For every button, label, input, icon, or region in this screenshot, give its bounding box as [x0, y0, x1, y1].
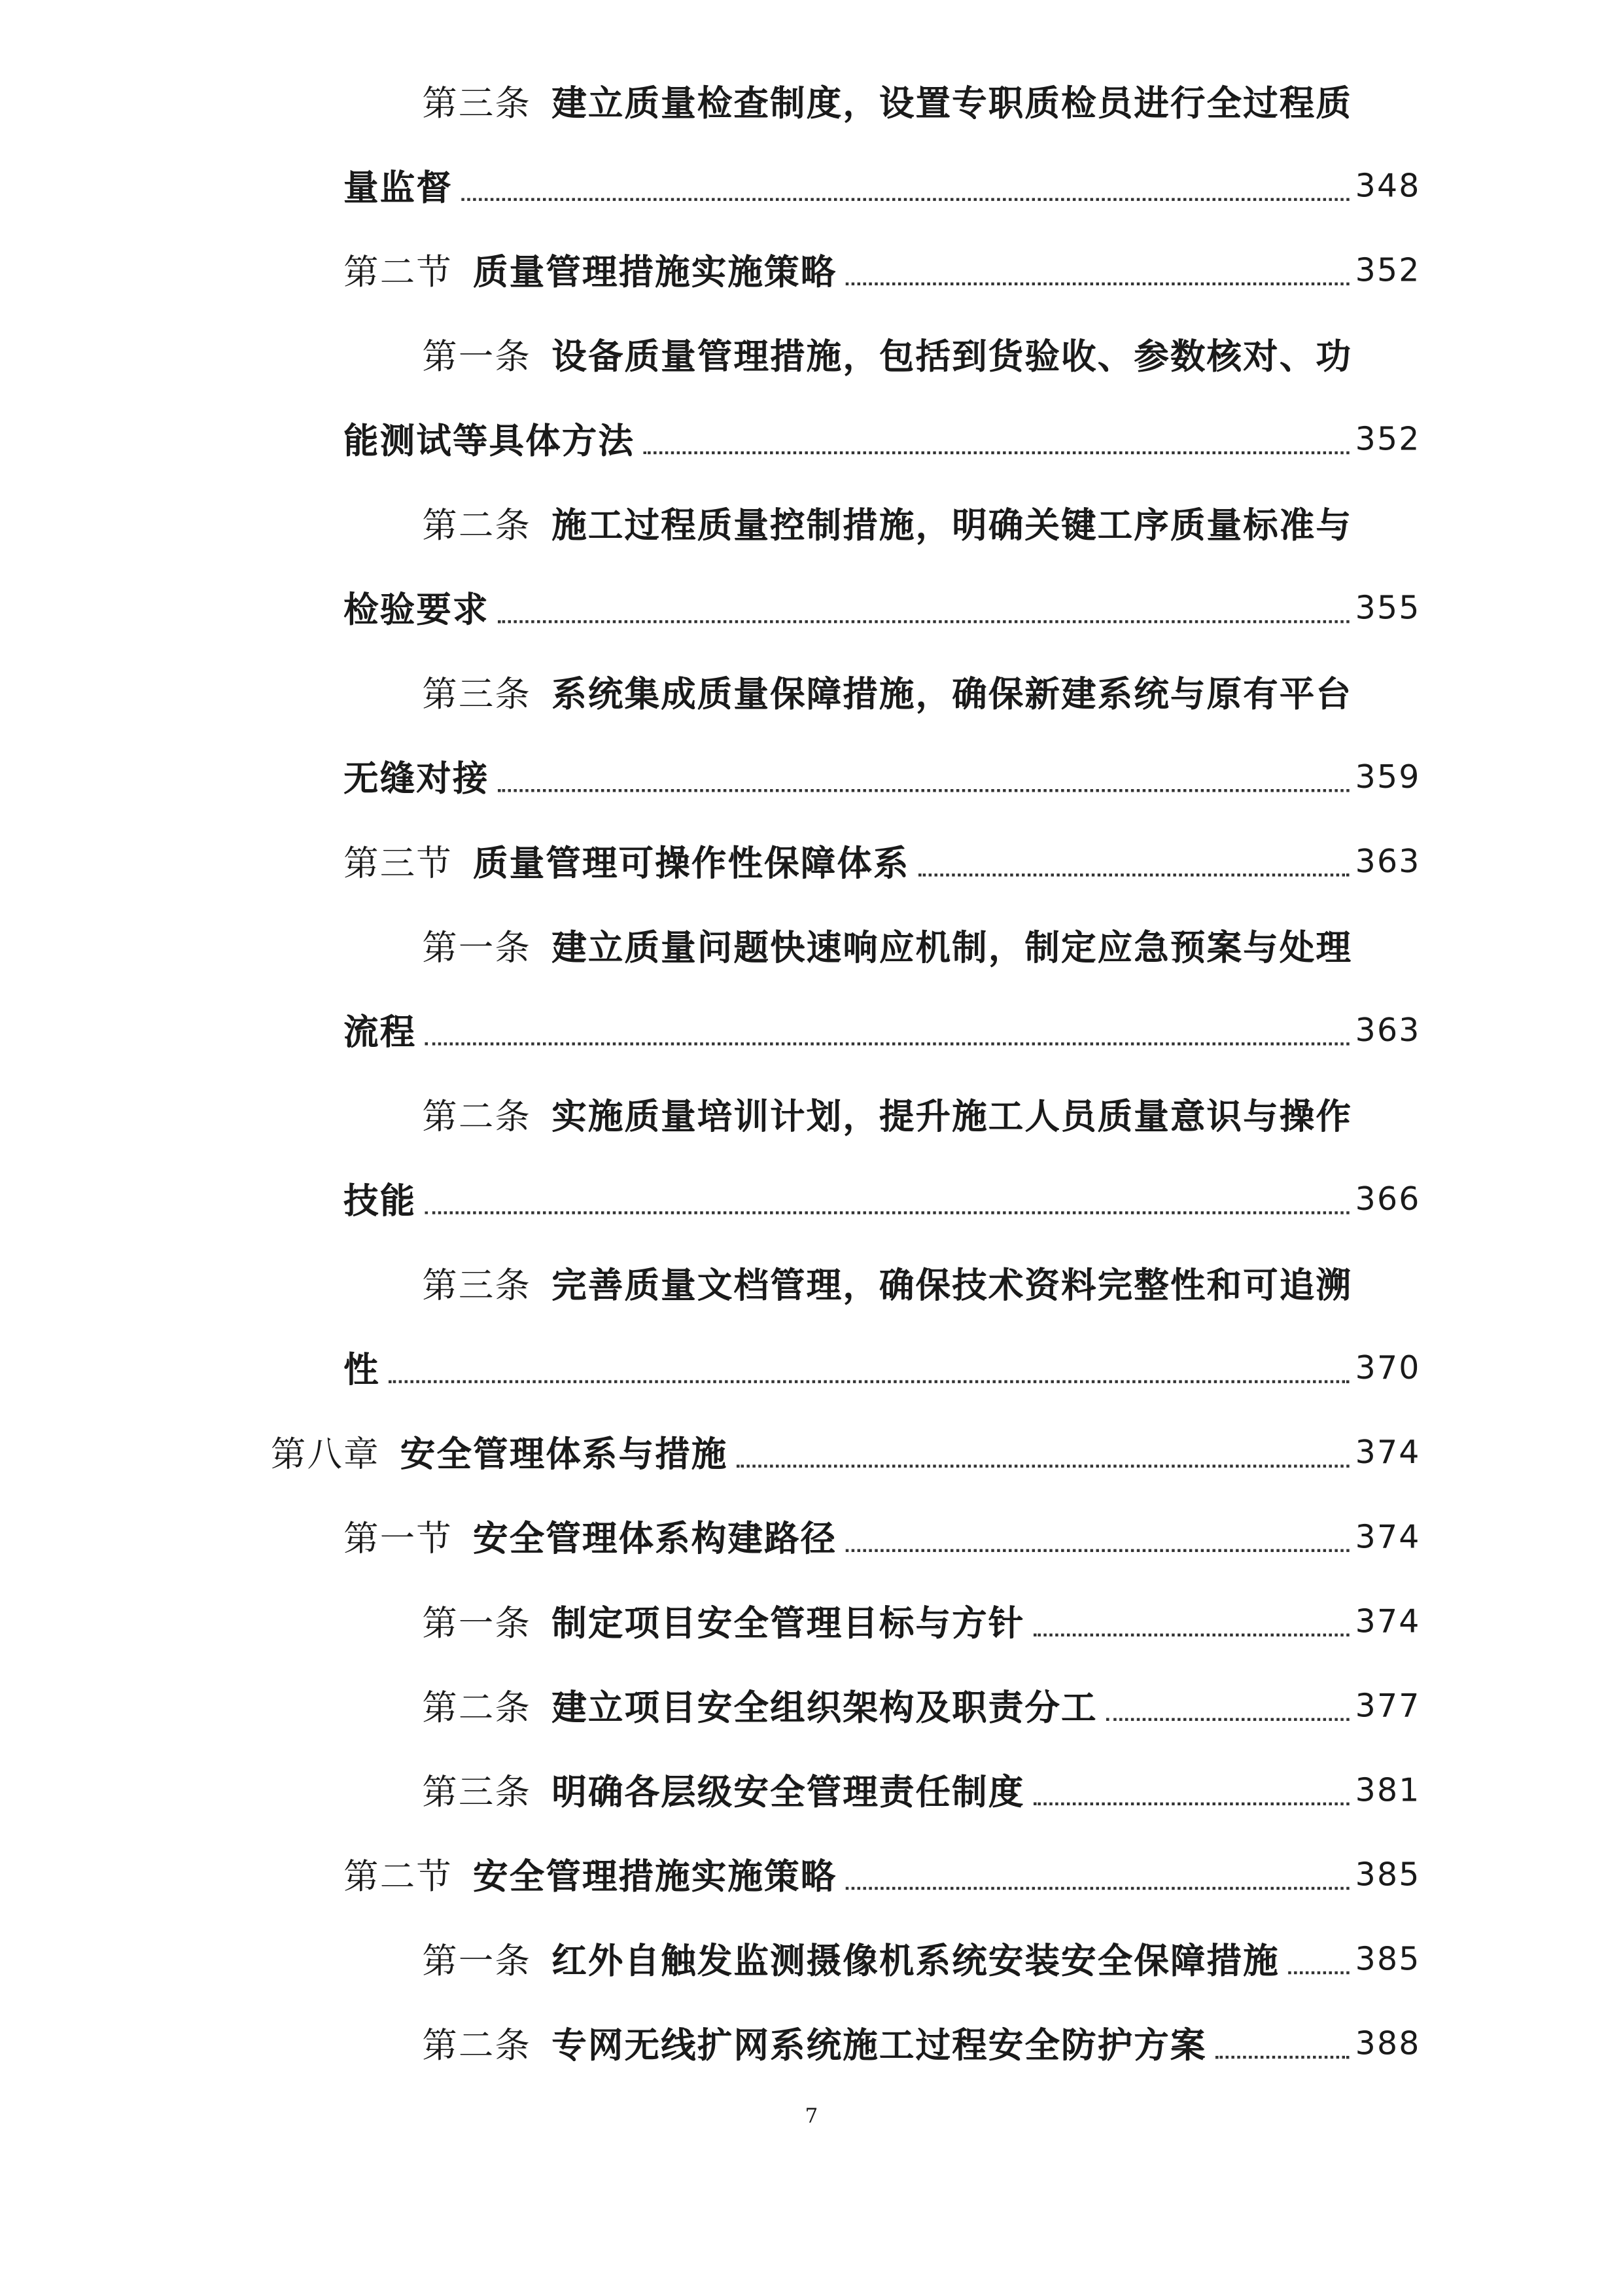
toc-entry-label: 第一条 [422, 336, 532, 378]
toc-entry-title: 设备质量管理措施，包括到货验收、参数核对、功 [551, 334, 1353, 378]
toc-entry-title: 专网无线扩网系统施工过程安全防护方案 [551, 2023, 1207, 2066]
toc-page-number: 352 [1355, 253, 1421, 290]
toc-entry-label: 第二节 [343, 251, 453, 293]
toc-leader-dots [737, 1464, 1350, 1467]
toc-page-number: 348 [1355, 169, 1421, 205]
toc-entry[interactable] [422, 658, 1390, 716]
toc-entry-title: 实施质量培训计划，提升施工人员质量意识与操作 [551, 1095, 1353, 1137]
toc-entry-title: 质量管理措施实施策略 [473, 250, 837, 293]
page-number: 7 [805, 2105, 818, 2129]
toc-entry-continuation[interactable] [343, 1333, 1421, 1392]
toc-entry[interactable] [422, 1587, 1420, 1645]
toc-entry[interactable] [343, 827, 1421, 885]
toc-entry-title: 检验要求 [343, 588, 489, 631]
toc-page-number: 381 [1355, 1773, 1421, 1810]
toc-page-number: 355 [1355, 591, 1421, 628]
toc-leader-dots [389, 1380, 1350, 1383]
toc-entry[interactable] [422, 1671, 1420, 1729]
toc-entry-label: 第一条 [422, 1602, 532, 1644]
toc-entry-label: 第一条 [422, 927, 532, 968]
toc-leader-dots [425, 1211, 1350, 1214]
toc-page-number: 374 [1355, 1520, 1421, 1557]
toc-entry[interactable] [422, 67, 1390, 125]
toc-page-number: 388 [1355, 2026, 1421, 2063]
toc-entry-label: 第一条 [422, 1941, 532, 1982]
toc-entry[interactable] [422, 1249, 1390, 1307]
toc-leader-dots [461, 198, 1349, 201]
toc-entry-title: 制定项目安全管理目标与方针 [551, 1601, 1025, 1644]
toc-entry-label: 第八章 [270, 1434, 380, 1475]
toc-entry-continuation[interactable] [343, 1165, 1421, 1223]
toc-leader-dots [1106, 1718, 1350, 1721]
toc-entry-continuation[interactable] [343, 405, 1421, 463]
toc-entry-title: 红外自触发监测摄像机系统安装安全保障措施 [551, 1939, 1280, 1982]
toc-leader-dots [846, 1887, 1350, 1890]
toc-entry-continuation[interactable] [343, 574, 1421, 632]
toc-entry-title: 无缝对接 [343, 757, 489, 800]
toc-leader-dots [1215, 2056, 1350, 2058]
toc-page-number: 385 [1355, 1942, 1421, 1979]
toc-entry-title: 施工过程质量控制措施，明确关键工序质量标准与 [551, 503, 1353, 546]
toc-entry[interactable] [422, 489, 1390, 548]
toc-leader-dots [1034, 1803, 1350, 1805]
toc-entry[interactable] [422, 1756, 1420, 1814]
toc-entry-continuation[interactable] [343, 151, 1421, 209]
toc-entry-label: 第二条 [422, 505, 532, 546]
toc-page-number: 377 [1355, 1689, 1421, 1725]
toc-page-number: 363 [1355, 1013, 1421, 1050]
toc-entry-title: 量监督 [343, 166, 453, 209]
toc-leader-dots [643, 451, 1349, 454]
toc-page-number: 374 [1355, 1604, 1421, 1641]
toc-entry-title: 技能 [343, 1179, 417, 1222]
toc-entry[interactable] [343, 236, 1421, 294]
toc-page-number: 363 [1355, 844, 1421, 881]
toc-entry-title: 性 [343, 1348, 380, 1390]
toc-entry-title: 系统集成质量保障措施，确保新建系统与原有平台 [551, 672, 1353, 715]
toc-leader-dots [1288, 1971, 1349, 1974]
toc-entry[interactable] [343, 1841, 1421, 1899]
toc-leader-dots [918, 874, 1350, 876]
toc-entry-title: 明确各层级安全管理责任制度 [551, 1770, 1025, 1813]
toc-page-number: 352 [1355, 422, 1421, 459]
toc-leader-dots [1034, 1634, 1350, 1636]
toc-entry-title: 流程 [343, 1010, 417, 1053]
toc-entry[interactable] [422, 1925, 1420, 1983]
toc-entry[interactable] [422, 1080, 1390, 1139]
toc-entry-label: 第三节 [343, 843, 453, 884]
toc-page-number: 374 [1355, 1435, 1421, 1472]
toc-entry-title: 完善质量文档管理，确保技术资料完整性和可追溯 [551, 1263, 1353, 1306]
toc-entry-title: 安全管理体系与措施 [400, 1432, 728, 1475]
toc-entry-label: 第二条 [422, 2025, 532, 2066]
toc-entry-label: 第二条 [422, 1096, 532, 1137]
toc-entry-continuation[interactable] [343, 743, 1421, 801]
toc-entry-title: 建立质量检查制度，设置专职质检员进行全过程质 [551, 81, 1353, 124]
toc-page-number: 370 [1355, 1351, 1421, 1388]
toc-entry-label: 第二节 [343, 1856, 453, 1898]
toc-page-number: 385 [1355, 1858, 1421, 1894]
toc-leader-dots [498, 620, 1350, 623]
toc-entry-label: 第三条 [422, 1265, 532, 1306]
toc-leader-dots [498, 789, 1350, 792]
toc-entry-label: 第三条 [422, 82, 532, 124]
toc-entry-title: 质量管理可操作性保障体系 [473, 841, 910, 884]
toc-entry-title: 建立质量问题快速响应机制，制定应急预案与处理 [551, 926, 1353, 968]
toc-page-number: 359 [1355, 760, 1421, 797]
toc-entry-title: 建立项目安全组织架构及职责分工 [551, 1686, 1098, 1729]
toc-entry-continuation[interactable] [343, 996, 1421, 1054]
toc-entry-label: 第三条 [422, 1771, 532, 1813]
toc-page-number: 366 [1355, 1182, 1421, 1219]
toc-entry[interactable] [343, 1502, 1421, 1561]
toc-entry-title: 安全管理体系构建路径 [473, 1517, 837, 1560]
toc-entry-title: 安全管理措施实施策略 [473, 1854, 837, 1898]
toc-entry-label: 第一节 [343, 1518, 453, 1560]
toc-entry[interactable] [422, 911, 1390, 970]
toc-entry-label: 第二条 [422, 1687, 532, 1729]
toc-entry-title: 能测试等具体方法 [343, 419, 635, 462]
toc-leader-dots [425, 1042, 1350, 1045]
toc-leader-dots [846, 283, 1350, 285]
toc-entry[interactable] [422, 2009, 1420, 2068]
toc-entry[interactable] [422, 321, 1390, 379]
toc-entry[interactable] [271, 1418, 1421, 1476]
toc-leader-dots [846, 1549, 1350, 1552]
toc-entry-label: 第三条 [422, 674, 532, 715]
